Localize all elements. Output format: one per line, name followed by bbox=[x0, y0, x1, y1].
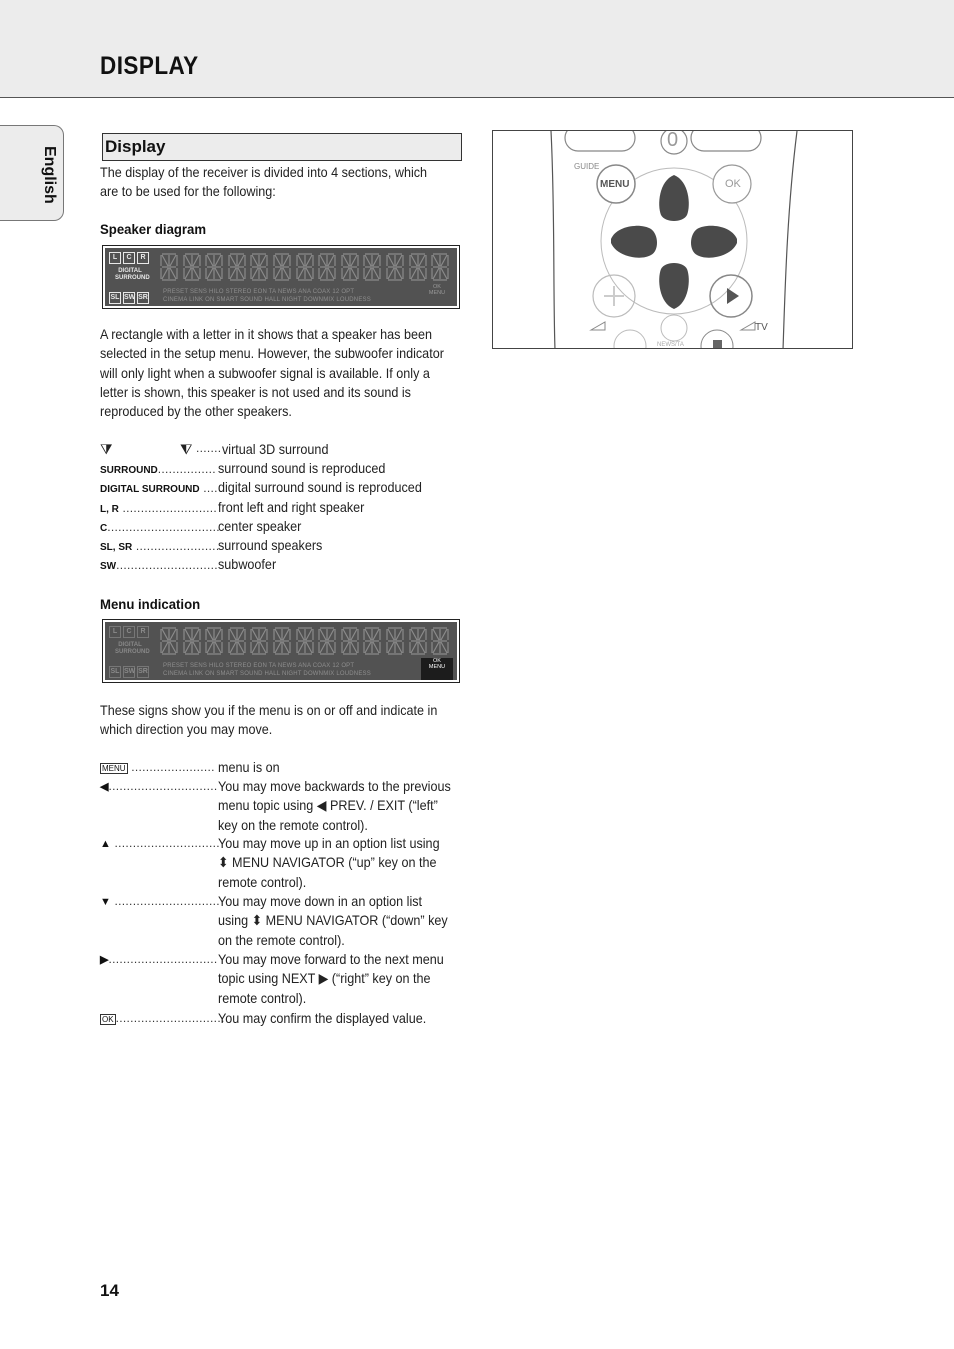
legend-row bbox=[100, 834, 440, 890]
speaker-indicator-sw: SW bbox=[123, 292, 135, 304]
legend-value: surround speakers bbox=[218, 537, 323, 553]
speaker-indicator-sl: SL bbox=[109, 666, 121, 678]
legend-key: SURROUND bbox=[100, 465, 158, 476]
segment-digit bbox=[272, 252, 292, 282]
segment-digit bbox=[227, 252, 247, 282]
ok-key: OK bbox=[725, 178, 741, 190]
surround-left-icon: ⧩ bbox=[100, 441, 113, 457]
legend-row bbox=[100, 777, 451, 833]
language-tab bbox=[0, 125, 64, 221]
legend-key: ▲ bbox=[100, 838, 111, 850]
segment-digit bbox=[249, 252, 269, 282]
segment-digit bbox=[340, 252, 360, 282]
legend-value-line: menu topic using ◀ PREV. / EXIT (“left” bbox=[218, 797, 438, 814]
legend-value: digital surround sound is reproduced bbox=[218, 479, 422, 495]
legend-dots: .... bbox=[199, 481, 218, 495]
legend-value bbox=[218, 777, 461, 835]
description-line: selected in the setup menu. However, the subwoofer indicator bbox=[100, 345, 444, 362]
header-band bbox=[0, 0, 954, 98]
legend-value-line: ⬍ MENU NAVIGATOR (“up” key on the bbox=[218, 854, 437, 871]
legend-row bbox=[100, 518, 302, 534]
segment-digit bbox=[182, 252, 202, 282]
remote-control-illustration bbox=[492, 130, 853, 349]
legend-value-line: menu is on bbox=[218, 759, 280, 775]
description-line: will only light when a subwoofer signal is available. If only a bbox=[100, 364, 430, 381]
legend-value-line: remote control). bbox=[218, 873, 307, 890]
segment-digit bbox=[362, 252, 382, 282]
menu-indication-heading: Menu indication bbox=[100, 596, 201, 612]
description-line: reproduced by the other speakers. bbox=[100, 403, 292, 420]
guide-label: GUIDE bbox=[574, 162, 600, 171]
legend-row bbox=[100, 758, 280, 775]
segment-digit bbox=[227, 626, 247, 656]
legend-key: ▶ bbox=[100, 954, 109, 966]
surround-right-icon: ⧨ bbox=[180, 441, 193, 457]
segment-digit bbox=[385, 252, 405, 282]
description-line: A rectangle with a letter in it shows that a speaker has been bbox=[100, 326, 433, 342]
lcd-labels-line1: PRESET SENS HILO STEREO EON TA NEWS ANA COAX 12 OPT bbox=[163, 289, 355, 295]
speaker-indicator-r: R bbox=[137, 626, 149, 638]
speaker-indicator-c: C bbox=[123, 626, 135, 638]
ok-indicator: OK bbox=[433, 284, 441, 290]
segment-digit bbox=[159, 626, 179, 656]
legend-value-line: You may move backwards to the previous bbox=[218, 778, 451, 794]
legend-row bbox=[100, 892, 448, 948]
ok-indicator: OK bbox=[433, 658, 441, 664]
legend-value bbox=[218, 892, 461, 950]
digital-surround-indicator: DIGITAL SURROUND bbox=[115, 268, 150, 281]
speaker-indicator-sw: SW bbox=[123, 666, 135, 678]
legend-row bbox=[100, 537, 323, 553]
segment-digit bbox=[340, 626, 360, 656]
legend-row bbox=[100, 950, 444, 1006]
segment-digit bbox=[272, 626, 292, 656]
segment-digit bbox=[249, 626, 269, 656]
description-line: These signs show you if the menu is on or off and indicate in bbox=[100, 702, 438, 718]
speaker-indicator-l: L bbox=[109, 626, 121, 638]
language-tab-label: English bbox=[41, 146, 58, 204]
legend-row bbox=[100, 556, 277, 572]
menu-indicator-label: MENU bbox=[428, 664, 446, 670]
zero-key: 0 bbox=[667, 130, 679, 151]
segment-digit bbox=[295, 626, 315, 656]
legend-key: ◀ bbox=[100, 781, 109, 793]
legend-dots: ............................. bbox=[110, 894, 220, 908]
legend-dots: ....................... bbox=[132, 539, 220, 553]
segment-digit bbox=[159, 252, 179, 282]
legend-dots: .............................. bbox=[108, 779, 218, 793]
section-heading-box bbox=[102, 133, 462, 161]
segment-digit bbox=[204, 252, 224, 282]
legend-key: DIGITAL SURROUND bbox=[100, 484, 200, 495]
menu-indicator-label: MENU bbox=[428, 290, 446, 296]
segment-digit bbox=[204, 626, 224, 656]
legend-value-line: You may move forward to the next menu bbox=[218, 951, 444, 967]
legend-key: C bbox=[100, 523, 108, 534]
legend-value: front left and right speaker bbox=[218, 499, 365, 515]
legend-value bbox=[218, 1009, 461, 1028]
segment-digit bbox=[430, 626, 450, 656]
page-number: 14 bbox=[100, 1281, 119, 1300]
segment-digit bbox=[182, 626, 202, 656]
legend-dots: ............................. bbox=[110, 836, 220, 850]
speaker-indicator-sr: SR bbox=[137, 666, 149, 678]
lcd-panel bbox=[105, 248, 457, 306]
intro-line: are to be used for the following: bbox=[100, 183, 276, 200]
newsta-label: NEWS/TA bbox=[657, 342, 684, 348]
legend-dots: ....................... bbox=[127, 760, 215, 774]
speaker-description bbox=[100, 325, 466, 421]
legend-key: OK bbox=[102, 1015, 114, 1024]
lcd-labels-line1: PRESET SENS HILO STEREO EON TA NEWS ANA COAX 12 OPT bbox=[163, 663, 355, 669]
legend-value-line: remote control). bbox=[218, 989, 307, 1006]
legend-dots: .............................. bbox=[115, 1011, 225, 1025]
segment-digit bbox=[385, 626, 405, 656]
segment-digit bbox=[317, 626, 337, 656]
speaker-diagram-heading: Speaker diagram bbox=[100, 221, 207, 237]
speaker-indicator-sl: SL bbox=[109, 292, 121, 304]
legend-value: virtual 3D surround bbox=[222, 441, 329, 457]
intro-line: The display of the receiver is divided into 4 sections, which bbox=[100, 164, 428, 180]
description-line: which direction you may move. bbox=[100, 721, 273, 738]
lcd-labels-line2: CINEMA LINK ON SMART SOUND HALL NIGHT DOWNMIX LOUDNESS bbox=[163, 297, 371, 303]
speaker-indicator-l: L bbox=[109, 252, 121, 264]
legend-key: ▼ bbox=[100, 896, 111, 908]
legend-key: SL, SR bbox=[100, 542, 133, 553]
speaker-indicator-c: C bbox=[123, 252, 135, 264]
legend-value-line: key on the remote control). bbox=[218, 816, 368, 833]
segment-digit bbox=[362, 626, 382, 656]
legend-dots: ....... bbox=[196, 441, 222, 455]
legend-key: MENU bbox=[102, 764, 126, 773]
digital-surround-indicator: DIGITAL SURROUND bbox=[115, 642, 150, 655]
legend-row bbox=[100, 1009, 427, 1026]
legend-key: SW bbox=[100, 561, 117, 572]
menu-indicator bbox=[421, 284, 453, 306]
legend-value bbox=[218, 758, 461, 777]
intro-paragraph bbox=[100, 163, 466, 202]
legend-value-line: You may move up in an option list using bbox=[218, 835, 440, 851]
menu-indicator-active bbox=[421, 658, 453, 680]
remote-control-drawing bbox=[493, 131, 853, 349]
lcd-panel bbox=[105, 622, 457, 680]
speaker-indicator-sr: SR bbox=[137, 292, 149, 304]
legend-value bbox=[218, 834, 461, 892]
legend-dots: ............................ bbox=[116, 558, 218, 572]
legend-value: center speaker bbox=[218, 518, 302, 534]
description-line: letter is shown, this speaker is not used and its sound is bbox=[100, 383, 411, 400]
legend-value-line: You may move down in an option list bbox=[218, 893, 423, 909]
legend-dots: ................ bbox=[157, 462, 216, 476]
legend-row bbox=[100, 479, 422, 495]
legend-key: L, R bbox=[100, 504, 119, 515]
legend-value: surround sound is reproduced bbox=[218, 460, 386, 476]
lcd-speaker-diagram bbox=[102, 245, 460, 309]
segment-digit bbox=[408, 626, 428, 656]
legend-value-line: using ⬍ MENU NAVIGATOR (“down” key bbox=[218, 912, 448, 929]
legend-value bbox=[218, 950, 461, 1008]
legend-value-line: You may confirm the displayed value. bbox=[218, 1010, 427, 1026]
legend-dots: .............................. bbox=[108, 952, 218, 966]
menu-description bbox=[100, 701, 466, 740]
page-title: DISPLAY bbox=[100, 52, 199, 80]
legend-dots: ............................... bbox=[107, 520, 220, 534]
legend-row bbox=[100, 460, 386, 476]
legend-row bbox=[100, 499, 365, 515]
legend-dots: .......................... bbox=[118, 501, 218, 515]
tv-label: TV bbox=[755, 322, 768, 333]
legend-value-line: on the remote control). bbox=[218, 931, 345, 948]
lcd-menu-indication bbox=[102, 619, 460, 683]
segment-digit bbox=[295, 252, 315, 282]
legend-value-line: topic using NEXT ▶ (“right” key on the bbox=[218, 970, 431, 987]
lcd-labels-line2: CINEMA LINK ON SMART SOUND HALL NIGHT DOWNMIX LOUDNESS bbox=[163, 671, 371, 677]
legend-value: subwoofer bbox=[218, 556, 277, 572]
segment-digit bbox=[408, 252, 428, 282]
section-heading: Display bbox=[105, 137, 166, 156]
segment-digit bbox=[317, 252, 337, 282]
menu-key: MENU bbox=[600, 179, 630, 190]
segment-digit bbox=[430, 252, 450, 282]
speaker-indicator-r: R bbox=[137, 252, 149, 264]
